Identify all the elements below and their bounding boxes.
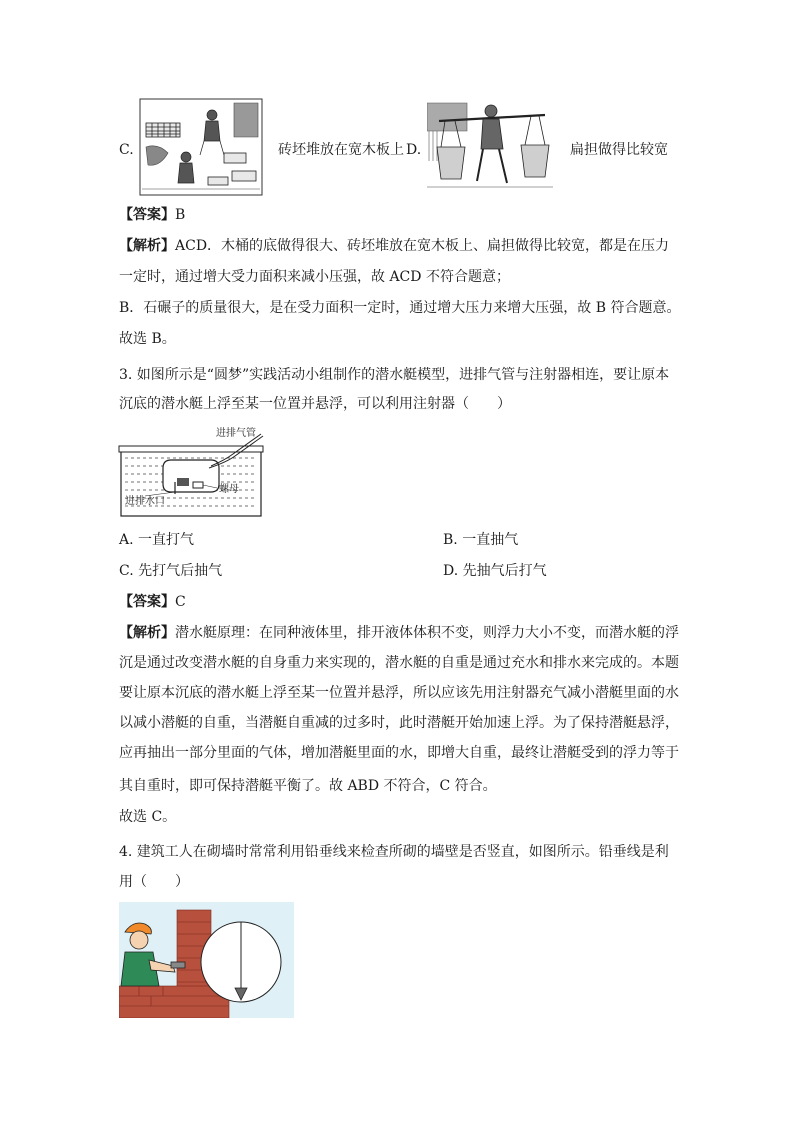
q3-analysis-line-5: 应再抽出一部分里面的气体，增加潜艇里面的水，即增大自重，最终让潜艇受到的浮力等于 bbox=[119, 745, 679, 761]
brick-stacking-illustration bbox=[138, 97, 264, 197]
answer-value: C bbox=[175, 594, 186, 610]
q4-stem-line-2: 用（ ） bbox=[119, 874, 189, 890]
q2-conclusion: 故选 B。 bbox=[119, 331, 176, 347]
answer-value: B bbox=[175, 207, 186, 223]
label-inlet: 进排水口 bbox=[125, 496, 165, 507]
option-d-letter: D. bbox=[406, 142, 422, 158]
q2-analysis-line-1 bbox=[119, 236, 669, 256]
label-tube: 进排气管 bbox=[216, 428, 256, 439]
submarine-model-figure bbox=[117, 422, 277, 520]
q3-stem-line-1: 3. 如图所示是“圆梦”实践活动小组制作的潜水艇模型，进排气管与注射器相连，要让原本 bbox=[119, 367, 670, 383]
analysis-tag: 【解析】 bbox=[119, 625, 175, 641]
q3-analysis-line-4: 以减小潜艇的自重，当潜艇自重减的过多时，此时潜艇开始加速上浮。为了保持潜艇悬浮， bbox=[119, 715, 679, 731]
q2-analysis-line-2: 一定时，通过增大受力面积来减小压强，故 ACD 不符合题意； bbox=[119, 269, 510, 285]
q3-analysis-line-6: 其自重时，即可保持潜艇平衡了。故 ABD 不符合，C 符合。 bbox=[119, 778, 497, 794]
analysis-text: 潜水艇原理：在同种液体里，排开液体体积不变，则浮力大小不变，而潜水艇的浮 bbox=[175, 625, 679, 641]
q3-analysis-line-2: 沉是通过改变潜水艇的自身重力来实现的，潜水艇的自重是通过充水和排水来完成的。本题 bbox=[119, 655, 679, 671]
answer-tag: 【答案】 bbox=[119, 207, 175, 223]
q2-answer bbox=[119, 205, 185, 225]
q3-option-c: C. 先打气后抽气 bbox=[119, 563, 223, 579]
q3-option-a: A. 一直打气 bbox=[119, 532, 195, 548]
q4-stem-line-1: 4. 建筑工人在砌墙时常常利用铅垂线来检查所砌的墙壁是否竖直，如图所示。铅垂线是利 bbox=[119, 844, 669, 860]
answer-tag: 【答案】 bbox=[119, 594, 175, 610]
q3-stem-line-2: 沉底的潜水艇上浮至某一位置并悬浮，可以利用注射器（ ） bbox=[119, 396, 511, 412]
q3-analysis-line-1 bbox=[119, 623, 679, 643]
option-d-text: 扁担做得比较宽 bbox=[570, 142, 668, 158]
analysis-text: ACD．木桶的底做得很大、砖坯堆放在宽木板上、扁担做得比较宽，都是在压力 bbox=[175, 238, 670, 254]
q3-analysis-line-3: 要让原本沉底的潜水艇上浮至某一位置并悬浮，所以应该先用注射器充气减小潜艇里面的水 bbox=[119, 685, 679, 701]
q3-answer bbox=[119, 592, 186, 612]
q2-analysis-line-3: B．石碾子的质量很大，是在受力面积一定时，通过增大压力来增大压强，故 B 符合题意。 bbox=[119, 300, 681, 316]
analysis-tag: 【解析】 bbox=[119, 238, 175, 254]
carrying-pole-illustration bbox=[427, 101, 553, 193]
q3-option-d: D. 先抽气后打气 bbox=[443, 563, 547, 579]
option-c-letter: C. bbox=[119, 142, 134, 158]
q3-option-b: B. 一直抽气 bbox=[443, 532, 519, 548]
q3-conclusion: 故选 C。 bbox=[119, 809, 177, 825]
label-nut: 螺母 bbox=[219, 484, 239, 495]
plumb-line-figure bbox=[119, 902, 294, 1018]
option-c-text: 砖坯堆放在宽木板上 bbox=[278, 142, 404, 158]
